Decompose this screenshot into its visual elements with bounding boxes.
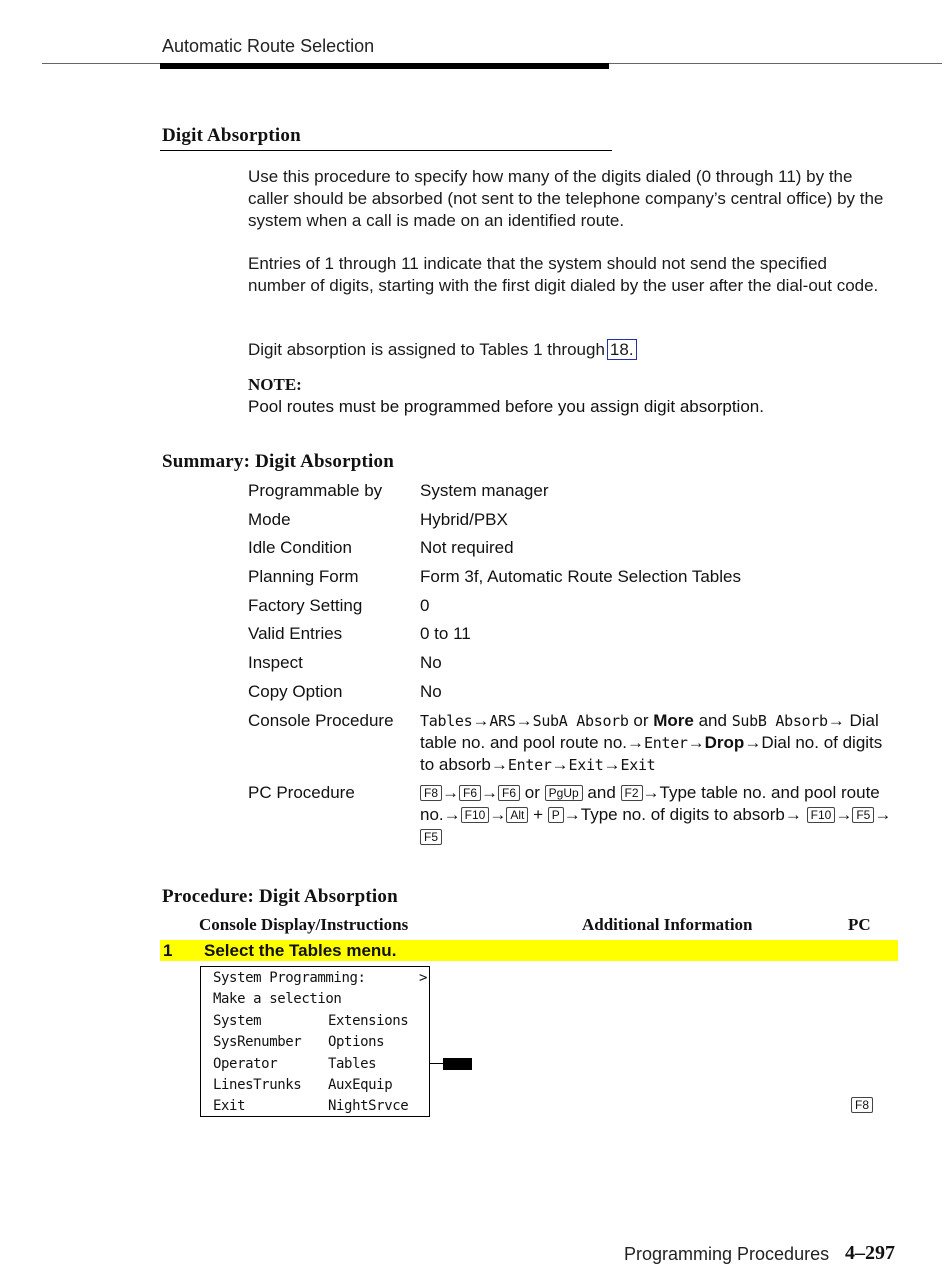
key-f10: F10 (807, 807, 836, 823)
arrow: → (443, 805, 461, 824)
selection-pointer-line (430, 1063, 444, 1064)
summary-label: PC Procedure (248, 783, 355, 802)
key-f6: F6 (498, 785, 520, 801)
pc-key-f8: F8 (851, 1097, 873, 1113)
arrow: → (563, 805, 581, 824)
console-option-sysrenumber: SysRenumber (213, 1034, 302, 1050)
summary-value: Form 3f, Automatic Route Selection Tables (420, 567, 741, 586)
display-enter: Enter (644, 734, 688, 752)
column-header-pc: PC (848, 915, 871, 934)
summary-label: Copy Option (248, 682, 343, 701)
summary-title: Summary: Digit Absorption (162, 451, 394, 472)
summary-value: No (420, 682, 442, 701)
console-more-arrow: > (419, 970, 428, 986)
console-option-tables: Tables (328, 1056, 377, 1072)
console-option-linestrunks: LinesTrunks (213, 1077, 302, 1093)
console-option-auxequip: AuxEquip (328, 1077, 393, 1093)
summary-value: 0 (420, 596, 430, 615)
console-option-options: Options (328, 1034, 385, 1050)
note-label: NOTE: (248, 375, 302, 394)
summary-label: Idle Condition (248, 538, 352, 557)
intro-paragraph: Use this procedure to specify how many of the digits dialed (0 through 11) by the caller should be absorbed (not sent to the telephone company’s central office) by the system when a call is made on an identified route. (248, 167, 884, 230)
summary-label: Inspect (248, 653, 303, 672)
section-title-digit-absorption: Digit Absorption (162, 125, 301, 146)
entries-paragraph: Entries of 1 through 11 indicate that the system should not send the specified number of digits, starting with the first digit dialed by the user after the dial-out code. (248, 254, 879, 295)
button-more: More (653, 711, 694, 730)
console-display (200, 966, 430, 1117)
display-exit: Exit (568, 756, 604, 774)
arrow: → (490, 755, 508, 774)
text-or: or (633, 711, 649, 730)
console-option-operator: Operator (213, 1056, 278, 1072)
arrow: → (515, 711, 533, 730)
text-and: and (587, 783, 616, 802)
display-exit: Exit (620, 756, 656, 774)
section-rule (160, 150, 612, 151)
display-enter: Enter (507, 756, 552, 774)
arrow: → (744, 733, 762, 752)
running-header: Automatic Route Selection (162, 36, 375, 56)
tables-paragraph-text: Digit absorption is assigned to Tables 1 through (248, 340, 605, 359)
tables-paragraph (248, 339, 888, 361)
step-instruction: Select the Tables menu. (204, 941, 397, 960)
display-tables: Tables (420, 712, 473, 730)
summary-label: Factory Setting (248, 596, 363, 615)
arrow: → (442, 783, 460, 802)
summary-value: Not required (420, 538, 514, 557)
key-f5: F5 (420, 829, 442, 845)
pc-procedure-steps (420, 782, 900, 848)
arrow: → (784, 805, 802, 824)
text-and: and (698, 711, 727, 730)
console-option-extensions: Extensions (328, 1013, 409, 1029)
arrow: → (687, 733, 705, 752)
key-f2: F2 (621, 785, 643, 801)
column-header-info: Additional Information (582, 915, 753, 934)
display-suba-absorb: SubA Absorb (532, 712, 629, 730)
summary-value: Hybrid/PBX (420, 510, 508, 529)
key-f6: F6 (459, 785, 481, 801)
button-drop: Drop (704, 733, 745, 752)
cross-reference-link[interactable]: 18. (607, 339, 637, 360)
arrow: → (472, 711, 490, 730)
selection-pointer-icon (443, 1058, 472, 1070)
text-plus: + (533, 805, 544, 824)
arrow: → (874, 805, 892, 824)
arrow: → (835, 805, 853, 824)
arrow: → (603, 755, 621, 774)
summary-value: No (420, 653, 442, 672)
text-type-digits: Type no. of digits to absorb (580, 805, 785, 824)
note-text: Pool routes must be programmed before you assign digit absorption. (248, 397, 764, 416)
key-f5: F5 (852, 807, 874, 823)
summary-value: 0 to 11 (420, 624, 471, 643)
text-type-table: Type table no. and pool route no. (420, 783, 880, 824)
console-option-exit: Exit (213, 1098, 246, 1114)
page-number: 4–297 (845, 1242, 895, 1264)
console-title: System Programming: (213, 970, 366, 986)
column-header-console: Console Display/Instructions (199, 915, 409, 934)
console-option-system: System (213, 1013, 262, 1029)
arrow: → (551, 755, 569, 774)
text-dial-no: Dial no. of digits to absorb (420, 733, 883, 774)
console-subtitle: Make a selection (213, 991, 342, 1007)
console-procedure-steps (420, 710, 900, 776)
summary-value: System manager (420, 481, 549, 500)
text-dial-table: Dial table no. and pool route no. (420, 711, 879, 752)
step-number: 1 (163, 941, 173, 960)
display-ars: ARS (489, 712, 516, 730)
arrow: → (642, 783, 660, 802)
procedure-title: Procedure: Digit Absorption (162, 886, 398, 907)
arrow: → (827, 711, 845, 730)
key-p: P (548, 807, 564, 823)
key-f8: F8 (420, 785, 442, 801)
arrow: → (627, 733, 644, 752)
summary-label: Mode (248, 510, 291, 529)
display-subb-absorb: SubB Absorb (731, 712, 828, 730)
header-bar (160, 63, 609, 69)
key-pgup: PgUp (545, 785, 583, 801)
arrow: → (489, 805, 507, 824)
text-or: or (524, 783, 540, 802)
arrow: → (481, 783, 499, 802)
summary-label: Programmable by (248, 481, 383, 500)
summary-label: Valid Entries (248, 624, 343, 643)
console-option-nightsrvce: NightSrvce (328, 1098, 409, 1114)
key-alt: Alt (506, 807, 528, 823)
summary-label: Console Procedure (248, 711, 394, 730)
key-f10: F10 (461, 807, 490, 823)
footer-text: Programming Procedures (624, 1244, 830, 1264)
summary-label: Planning Form (248, 567, 359, 586)
